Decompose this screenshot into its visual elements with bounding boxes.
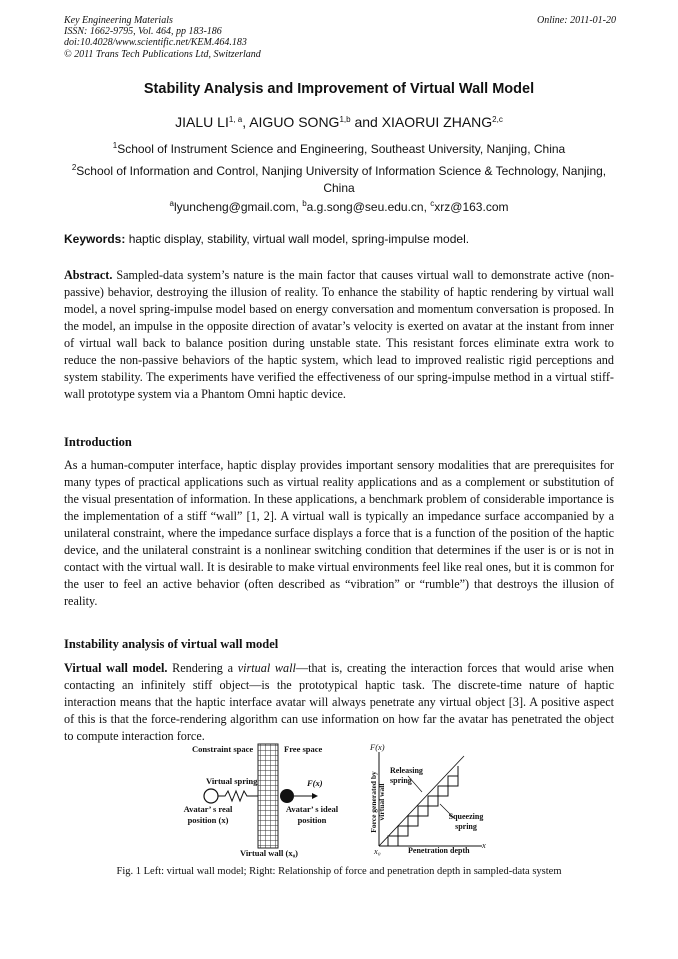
x-axis-end-label: x: [482, 840, 486, 850]
staircase-lower: [388, 776, 458, 846]
email-address: xrz@163.com: [434, 200, 509, 214]
fx-axis-label: F(x): [370, 742, 385, 752]
affiliation-2: [64, 159, 614, 197]
introduction-heading: Introduction: [64, 435, 132, 449]
force-arrow-head: [312, 793, 318, 799]
ideal-position-label: Avatar’ s ideal position: [285, 804, 339, 825]
keywords: [64, 232, 469, 246]
email-sup: c: [430, 199, 435, 208]
author-separator: ,: [242, 114, 250, 130]
paragraph-lead: Virtual wall model.: [64, 661, 168, 675]
paragraph-italic: virtual wall: [237, 661, 296, 675]
email-sup: a: [169, 199, 174, 208]
abstract-text: Sampled-data system’s nature is the main factor that causes virtual wall to demonstrate active (non-passive) behavior, destroying the illusion of reality. To enhance the stability of haptic rendering by virtual wall model, a novel spring-impulse model based on energy conversation and momentum conversation is proposed. In the model, an impulse in the opposite direction of avatar’s velocity is exerted on avatar at the instant from inner of virtual wall back to balance position during unstable state. This resistant forces eliminate extra work to reduce the non-passive behaviors of the haptic system, which lead to improved realistic rigid perceptions and system stability. The experiments have verified the effectiveness of our spring-impulse method in a virtual stiff-wall prototype system via a Phantom Omni haptic device.: [64, 268, 614, 401]
aff-sup: 2: [71, 163, 77, 172]
aff-text: School of Information and Control, Nanjing University of Information Science & Technology, Nanjing, China: [76, 164, 607, 195]
paragraph-text: Rendering a: [172, 661, 233, 675]
keywords-label: Keywords:: [64, 232, 126, 246]
real-position-label: Avatar’ s real position (x): [183, 804, 233, 825]
virtual-wall-label: Virtual wall (x₀): [240, 848, 298, 858]
virtual-spring-label: Virtual spring: [206, 776, 258, 786]
penetration-depth-label: Penetration depth: [408, 846, 470, 855]
affiliation-1: [64, 137, 614, 158]
x0-label: x₀: [374, 846, 381, 856]
abstract-label: Abstract.: [64, 268, 113, 282]
abstract: [64, 267, 614, 403]
virtual-wall-model-diagram: [170, 740, 350, 858]
keywords-text: haptic display, stability, virtual wall model, spring-impulse model.: [128, 232, 470, 246]
journal-name: Key Engineering Materials: [64, 15, 173, 26]
force-depth-diagram: [364, 742, 494, 858]
author-sup: 1, a: [228, 115, 243, 124]
author-sup: 2,c: [492, 115, 503, 124]
releasing-spring-label: Releasing spring: [390, 766, 423, 785]
author-name: AIGUO SONG: [249, 114, 340, 130]
doi-line: doi:10.4028/www.scientific.net/KEM.464.183: [64, 37, 247, 49]
author-name: JIALU LI: [175, 114, 229, 130]
copyright-line: © 2011 Trans Tech Publications Ltd, Switzerland: [64, 48, 261, 60]
email-address: lyuncheng@gmail.com,: [173, 200, 299, 214]
email-sup: b: [302, 199, 307, 208]
author-and: and: [354, 114, 378, 130]
aff-sup: 1: [112, 141, 118, 150]
author-sup: 1,b: [339, 115, 351, 124]
instability-heading: Instability analysis of virtual wall model: [64, 637, 279, 651]
paper-title: Stability Analysis and Improvement of Virtual Wall Model: [143, 81, 535, 97]
free-space-label: Free space: [284, 744, 323, 754]
online-date: Online: 2011-01-20: [537, 15, 616, 26]
journal-header: [64, 15, 364, 60]
force-label: F(x): [307, 778, 323, 788]
virtual-spring-line: [218, 791, 258, 801]
real-position-circle: [204, 789, 218, 803]
y-axis-label: Force generated by virtual wall: [369, 771, 386, 833]
issn-line: ISSN: 1662-9795, Vol. 464, pp 183-186: [64, 26, 222, 38]
aff-text: School of Instrument Science and Engineering, Southeast University, Nanjing, China: [117, 142, 566, 156]
author-name: XIAORUI ZHANG: [381, 114, 493, 130]
squeezing-spring-label: Squeezing spring: [448, 812, 484, 831]
virtual-wall-block: [258, 744, 278, 848]
email-address: a.g.song@seu.edu.cn,: [306, 200, 427, 214]
figure-caption: Fig. 1 Left: virtual wall model; Right: Relationship of force and penetration depth in sampled-data system: [116, 866, 562, 877]
virtual-wall-paragraph: [64, 660, 614, 745]
ideal-position-circle: [280, 789, 294, 803]
email-line: [64, 195, 614, 216]
author-line: [0, 114, 678, 130]
virtual-wall-model-svg: [170, 740, 350, 858]
paragraph-text: —that is, creating the interaction forces that would arise when contacting an infinitely stiff object—is the prototypical haptic task. The discrete-time nature of haptic interaction means that the haptic interface avatar will always penetrate any virtual object [3]. A positive aspect of this is that the force-rendering algorithm can use information on how far the avatar has penetrated the object to compute interaction force.: [64, 661, 615, 743]
constraint-space-label: Constraint space: [192, 744, 254, 754]
introduction-text: As a human-computer interface, haptic display provides important sensory modalities that are prerequisites for many types of practical applications such as virtual reality applications and as a complement or substitution of the visual presentation of information. In these applications, a benchmark problem of considerable importance is the implementation of a stiff “wall” [1, 2]. A virtual wall is typically an impedance surface accompanied by a unilateral constraint, where the impedance surface displays a force that is a function of the position of the haptic device, and the unilateral constraint is a nonlinear switching condition that determines if the user is or is not in contact with the virtual wall. It is desirable to make virtual environments feel like real ones, but it is common for the user to feel an active behavior (often described as “vibration” or “rumble”) that destroys the illusion of reality.: [64, 458, 614, 608]
